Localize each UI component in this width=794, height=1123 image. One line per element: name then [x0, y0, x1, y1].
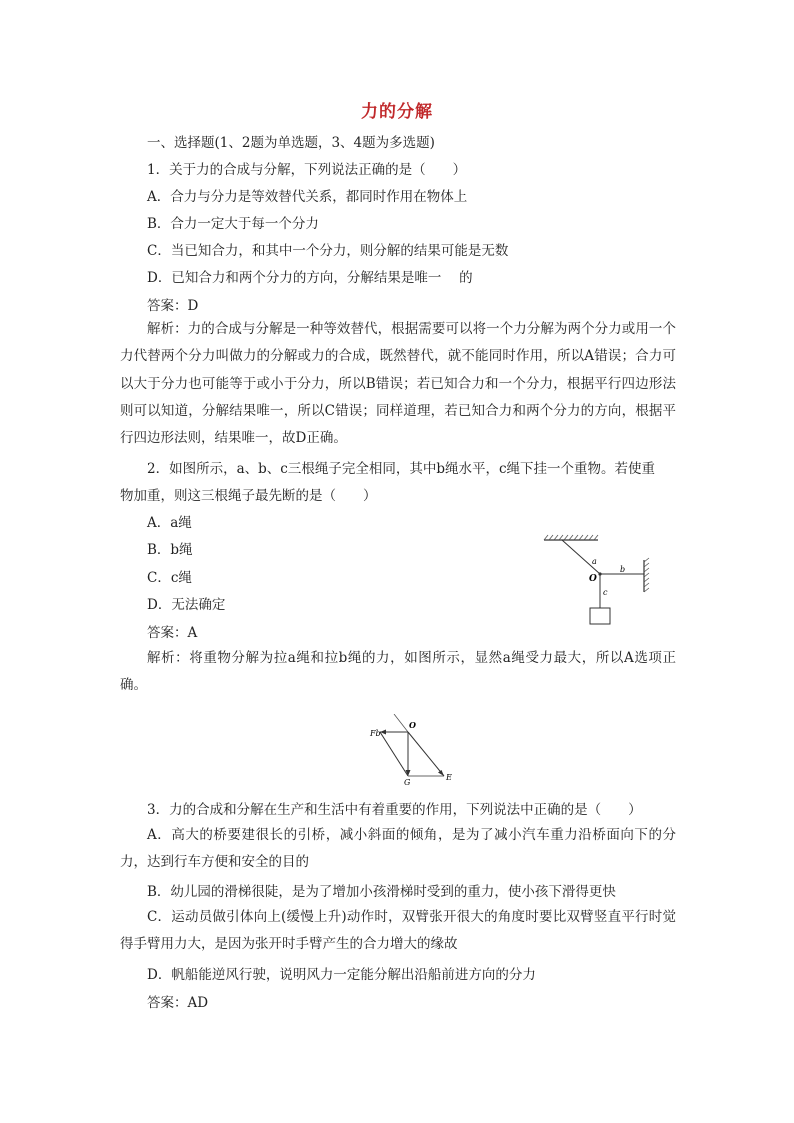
q3-option-b: B．幼儿园的滑梯很陡，是为了增加小孩滑梯时受到的重力，使小孩下滑得更快 [147, 884, 616, 900]
diagonal-line [380, 732, 408, 776]
q2-stem-line1: 2．如图所示，a、b、c三根绳子完全相同，其中b绳水平，c绳下挂一个重物。若使重 [147, 461, 656, 477]
ceiling-hatch [544, 535, 598, 540]
q2-stem-line2: 物加重，则这三根绳子最先断的是（ ） [120, 488, 377, 504]
q3-answer: 答案：AD [147, 995, 209, 1011]
q1-answer: 答案：D [147, 298, 199, 314]
q2-option-c: C．c绳 [147, 570, 192, 586]
label-b: b [620, 565, 626, 574]
label-e: E [446, 773, 452, 782]
label-c: c [603, 588, 608, 597]
q1-stem: 1．关于力的合成与分解，下列说法正确的是（ ） [147, 162, 467, 178]
section-heading: 一、选择题(1、2题为单选题，3、4题为多选题) [147, 135, 435, 151]
q1-option-a: A．合力与分力是等效替代关系，都同时作用在物体上 [147, 189, 468, 205]
q3-option-d: D．帆船能逆风行驶，说明风力一定能分解出沿船前进方向的分力 [147, 967, 536, 983]
q2-analysis: 解析：将重物分解为拉a绳和拉b绳的力，如图所示，显然a绳受力最大，所以A选项正确。 [120, 650, 676, 694]
wall-hatch [644, 558, 649, 592]
q3-option-a: A．高大的桥要建很长的引桥，减小斜面的倾角，是为了减小汽车重力沿桥面向下的分力，达到行车方便和安全的目的 [120, 827, 676, 871]
label-o2: O [409, 720, 416, 730]
force-a-line [408, 732, 444, 776]
label-g: G [404, 778, 411, 786]
force-decomposition-figure [364, 714, 464, 786]
rope-a-extension [394, 714, 408, 732]
q2-option-b: B．b绳 [147, 542, 193, 558]
force-a-arrowhead [438, 770, 444, 776]
label-fb: Fb [370, 729, 381, 738]
q2-answer: 答案：A [147, 625, 198, 641]
weight-box [590, 608, 610, 624]
knot-point [598, 572, 601, 575]
q1-option-b: B．合力一定大于每一个分力 [147, 216, 319, 232]
q1-analysis: 解析：力的合成与分解是一种等效替代，根据需要可以将一个力分解为两个分力或用一个力代替两个分力叫做力的分解或力的合成，既然替代，就不能同时作用，所以A错误；合力可以大于分力也可能等于或小于分力，所以B错误；若已知合力和一个分力，根据平行四边形法则可以知道，分解结果唯一，所以C错误；同样道理，若已知合力和两个分力的方向，根据平行四边形法则，结果唯一，故D正确。 [120, 321, 676, 447]
q2-option-a: A．a绳 [147, 515, 192, 531]
label-o: O [589, 574, 597, 584]
page-title: 力的分解 [361, 102, 433, 122]
label-a: a [592, 557, 597, 566]
q3-stem: 3．力的合成和分解在生产和生活中有着重要的作用，下列说法中正确的是（ ） [147, 802, 642, 818]
q1-option-c: C．当已知合力，和其中一个分力，则分解的结果可能是无数 [147, 243, 509, 259]
q3-option-c: C．运动员做引体向上(缓慢上升)动作时，双臂张开很大的角度时要比双臂竖直平行时觉得手臂用力大，是因为张开时手臂产生的合力增大的缘故 [120, 909, 676, 953]
q1-option-d: D．已知合力和两个分力的方向，分解结果是唯一 的 [147, 270, 473, 286]
q2-option-d: D．无法确定 [147, 597, 226, 613]
rope-setup-figure [536, 530, 666, 630]
